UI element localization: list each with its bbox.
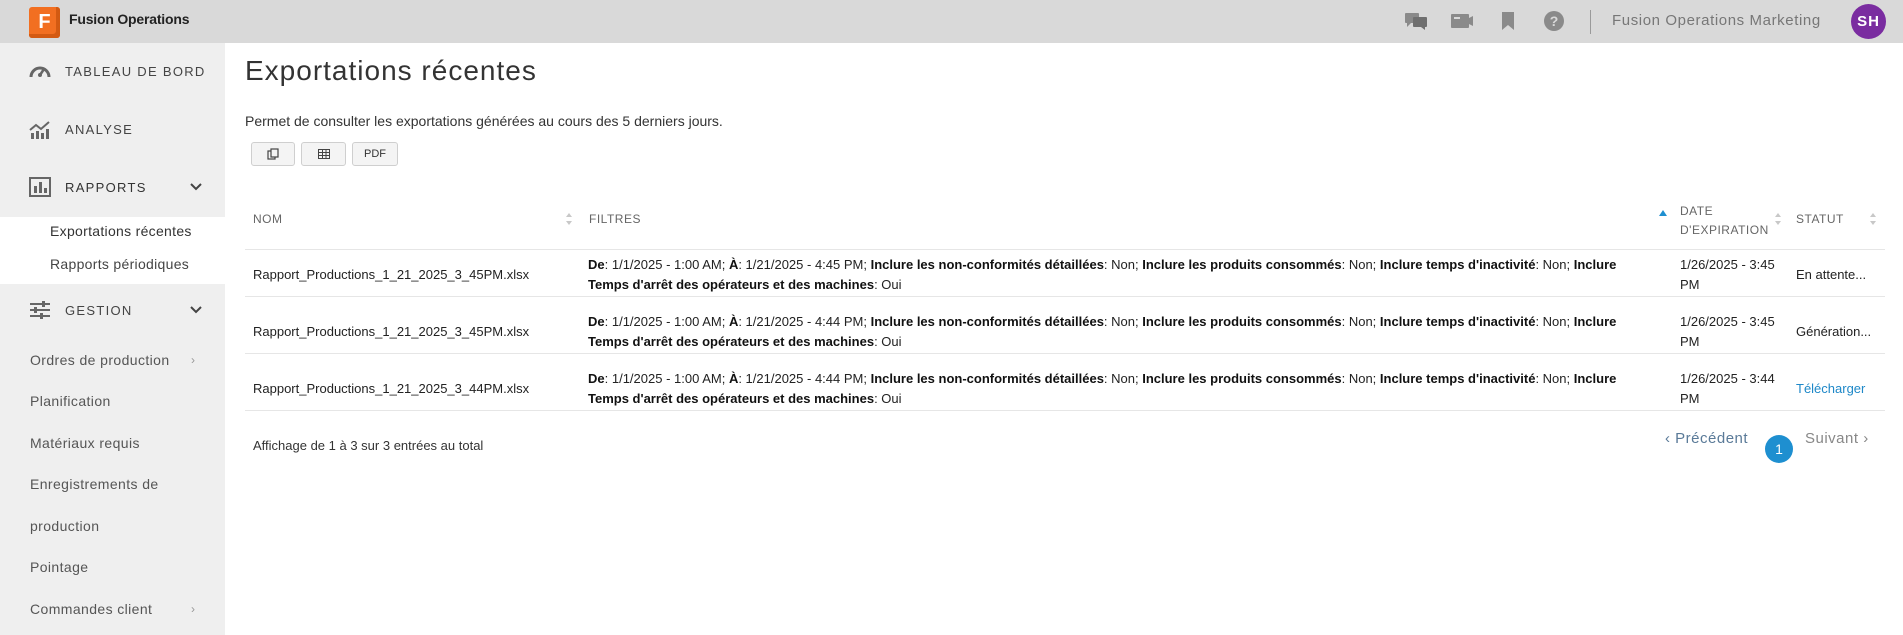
app-logo[interactable]: F bbox=[29, 7, 60, 38]
copy-icon bbox=[267, 148, 279, 160]
svg-text:?: ? bbox=[1549, 13, 1559, 29]
chevron-down-icon bbox=[190, 183, 202, 191]
top-divider bbox=[1590, 10, 1591, 34]
pager-next[interactable] bbox=[1805, 430, 1869, 447]
filter-value: : 1/1/2025 - 1:00 AM; bbox=[604, 257, 729, 272]
sidebar-item-planning[interactable]: Planification bbox=[30, 393, 111, 409]
download-link[interactable]: Télécharger bbox=[1796, 381, 1866, 396]
column-header-expiry-line1: DATE bbox=[1680, 204, 1714, 218]
pager-next-label: Suivant bbox=[1805, 430, 1859, 447]
row-divider bbox=[245, 410, 1885, 411]
sidebar-item-production-records-line2[interactable]: production bbox=[30, 518, 100, 534]
filter-value: : Non; bbox=[1535, 371, 1574, 386]
sort-ascending-icon[interactable] bbox=[1659, 208, 1667, 222]
filter-label: Inclure Temps d'arrêt des opérateurs et des machines bbox=[588, 314, 1617, 349]
sidebar-item-production-orders[interactable]: Ordres de production bbox=[30, 352, 170, 368]
copy-button[interactable] bbox=[251, 142, 295, 166]
filter-label: Inclure les non-conformités détaillées bbox=[870, 257, 1104, 272]
column-header-name[interactable]: NOM bbox=[253, 212, 283, 226]
pdf-button[interactable]: PDF bbox=[352, 142, 398, 166]
app-title[interactable]: Fusion Operations bbox=[69, 11, 190, 27]
expiry-line1: 1/26/2025 - 3:44 bbox=[1680, 371, 1775, 386]
page-title: Exportations récentes bbox=[245, 55, 537, 86]
expiry-cell bbox=[1680, 312, 1775, 352]
expiry-line2: PM bbox=[1680, 391, 1700, 406]
sidebar-item-recent-exports[interactable]: Exportations récentes bbox=[50, 223, 192, 239]
user-avatar[interactable]: SH bbox=[1851, 4, 1886, 39]
sidebar-item-timekeeping[interactable]: Pointage bbox=[30, 559, 89, 575]
expiry-cell bbox=[1680, 369, 1775, 409]
filters-cell bbox=[588, 369, 1633, 409]
sidebar-item-label: GESTION bbox=[65, 302, 133, 318]
gauge-icon bbox=[29, 61, 51, 81]
filter-label: Inclure Temps d'arrêt des opérateurs et des machines bbox=[588, 257, 1617, 292]
sidebar-item-reports[interactable] bbox=[0, 163, 225, 211]
filter-value: : Non; bbox=[1535, 257, 1574, 272]
filter-value: : Non; bbox=[1535, 314, 1574, 329]
sort-icon[interactable] bbox=[1774, 212, 1782, 226]
column-header-expiry[interactable] bbox=[1680, 202, 1769, 240]
filters-cell bbox=[588, 255, 1633, 295]
filter-label: À bbox=[728, 314, 739, 329]
filter-label: À bbox=[728, 371, 739, 386]
pager-previous-label: Précédent bbox=[1675, 430, 1749, 447]
status-cell: Génération... bbox=[1796, 324, 1872, 339]
filter-value: : Non; bbox=[1341, 257, 1380, 272]
sidebar-item-analysis[interactable] bbox=[0, 105, 225, 153]
filter-value: : 1/21/2025 - 4:45 PM; bbox=[738, 257, 871, 272]
filter-value: : Oui bbox=[874, 391, 902, 406]
row-divider bbox=[245, 249, 1885, 250]
filter-label: Inclure temps d'inactivité bbox=[1379, 371, 1536, 386]
filter-value: : Non; bbox=[1341, 371, 1380, 386]
pager-previous[interactable] bbox=[1665, 430, 1748, 447]
filter-value: : Non; bbox=[1103, 257, 1143, 272]
filter-value: : Non; bbox=[1103, 314, 1143, 329]
table-info: Affichage de 1 à 3 sur 3 entrées au total bbox=[253, 438, 484, 453]
status-cell: En attente... bbox=[1796, 267, 1867, 282]
excel-button[interactable] bbox=[301, 142, 346, 166]
filter-value: : 1/1/2025 - 1:00 AM; bbox=[604, 371, 729, 386]
filter-label: Inclure temps d'inactivité bbox=[1379, 314, 1536, 329]
filter-label: Inclure les non-conformités détaillées bbox=[870, 371, 1104, 386]
filter-value: : Oui bbox=[874, 277, 902, 292]
row-divider bbox=[245, 353, 1885, 354]
pager-page-current[interactable]: 1 bbox=[1765, 435, 1793, 463]
sidebar-item-management[interactable] bbox=[0, 286, 225, 334]
report-icon bbox=[29, 177, 51, 197]
top-bar bbox=[0, 0, 1903, 43]
filters-cell bbox=[588, 312, 1633, 352]
sidebar-item-label: RAPPORTS bbox=[65, 179, 147, 195]
sidebar-item-periodic-reports[interactable]: Rapports périodiques bbox=[50, 256, 190, 272]
filter-label: De bbox=[588, 371, 605, 386]
column-header-filters[interactable]: FILTRES bbox=[589, 212, 641, 226]
video-icon[interactable] bbox=[1450, 10, 1474, 32]
expiry-line2: PM bbox=[1680, 277, 1700, 292]
expiry-line1: 1/26/2025 - 3:45 bbox=[1680, 314, 1775, 329]
column-header-expiry-line2: D'EXPIRATION bbox=[1680, 223, 1769, 237]
expiry-line2: PM bbox=[1680, 334, 1700, 349]
bookmark-icon[interactable] bbox=[1496, 10, 1520, 32]
sidebar-item-label: ANALYSE bbox=[65, 121, 134, 137]
chevron-right-icon: › bbox=[191, 353, 195, 367]
column-header-status[interactable]: STATUT bbox=[1796, 212, 1844, 226]
filter-label: Inclure les produits consommés bbox=[1142, 257, 1342, 272]
sidebar-item-required-materials[interactable]: Matériaux requis bbox=[30, 435, 140, 451]
sidebar-item-sales-orders[interactable]: Commandes client bbox=[30, 601, 153, 617]
sidebar-item-production-records[interactable]: Enregistrements de bbox=[30, 476, 159, 492]
filter-value: : Non; bbox=[1341, 314, 1380, 329]
filter-label: À bbox=[728, 257, 739, 272]
sidebar-item-dashboard[interactable] bbox=[0, 47, 225, 95]
filter-label: Inclure les produits consommés bbox=[1142, 314, 1342, 329]
filter-value: : 1/21/2025 - 4:44 PM; bbox=[738, 371, 871, 386]
main-content bbox=[225, 43, 1903, 635]
chat-icon[interactable] bbox=[1404, 10, 1428, 32]
filter-value: : Non; bbox=[1103, 371, 1143, 386]
sidebar-item-label: TABLEAU DE BORD bbox=[65, 63, 206, 79]
file-name-cell: Rapport_Productions_1_21_2025_3_45PM.xlsx bbox=[253, 324, 530, 339]
page-description: Permet de consulter les exportations générées au cours des 5 derniers jours. bbox=[245, 113, 723, 129]
file-name-cell: Rapport_Productions_1_21_2025_3_45PM.xlsx bbox=[253, 267, 530, 282]
chevron-down-icon bbox=[190, 306, 202, 314]
sort-icon[interactable] bbox=[565, 212, 573, 226]
filter-value: : 1/21/2025 - 4:44 PM; bbox=[738, 314, 871, 329]
chart-icon bbox=[29, 119, 51, 139]
org-name[interactable]: Fusion Operations Marketing bbox=[1612, 12, 1821, 29]
expiry-cell bbox=[1680, 255, 1775, 295]
chevron-right-icon: › bbox=[1858, 430, 1869, 447]
filter-label: Inclure temps d'inactivité bbox=[1379, 257, 1536, 272]
chevron-right-icon: › bbox=[191, 602, 195, 616]
spreadsheet-icon bbox=[318, 149, 330, 159]
filter-label: Inclure les non-conformités détaillées bbox=[870, 314, 1104, 329]
filter-label: De bbox=[588, 257, 605, 272]
filter-label: Inclure les produits consommés bbox=[1142, 371, 1342, 386]
row-divider bbox=[245, 296, 1885, 297]
help-icon[interactable] bbox=[1542, 10, 1566, 32]
sliders-icon bbox=[29, 300, 51, 320]
filter-label: Inclure Temps d'arrêt des opérateurs et des machines bbox=[588, 371, 1617, 406]
filter-value: : 1/1/2025 - 1:00 AM; bbox=[604, 314, 729, 329]
sidebar bbox=[0, 43, 225, 635]
file-name-cell: Rapport_Productions_1_21_2025_3_44PM.xlsx bbox=[253, 381, 530, 396]
filter-label: De bbox=[588, 314, 605, 329]
filter-value: : Oui bbox=[874, 334, 902, 349]
sort-icon[interactable] bbox=[1869, 212, 1877, 226]
expiry-line1: 1/26/2025 - 3:45 bbox=[1680, 257, 1775, 272]
chevron-left-icon: ‹ bbox=[1665, 430, 1676, 447]
